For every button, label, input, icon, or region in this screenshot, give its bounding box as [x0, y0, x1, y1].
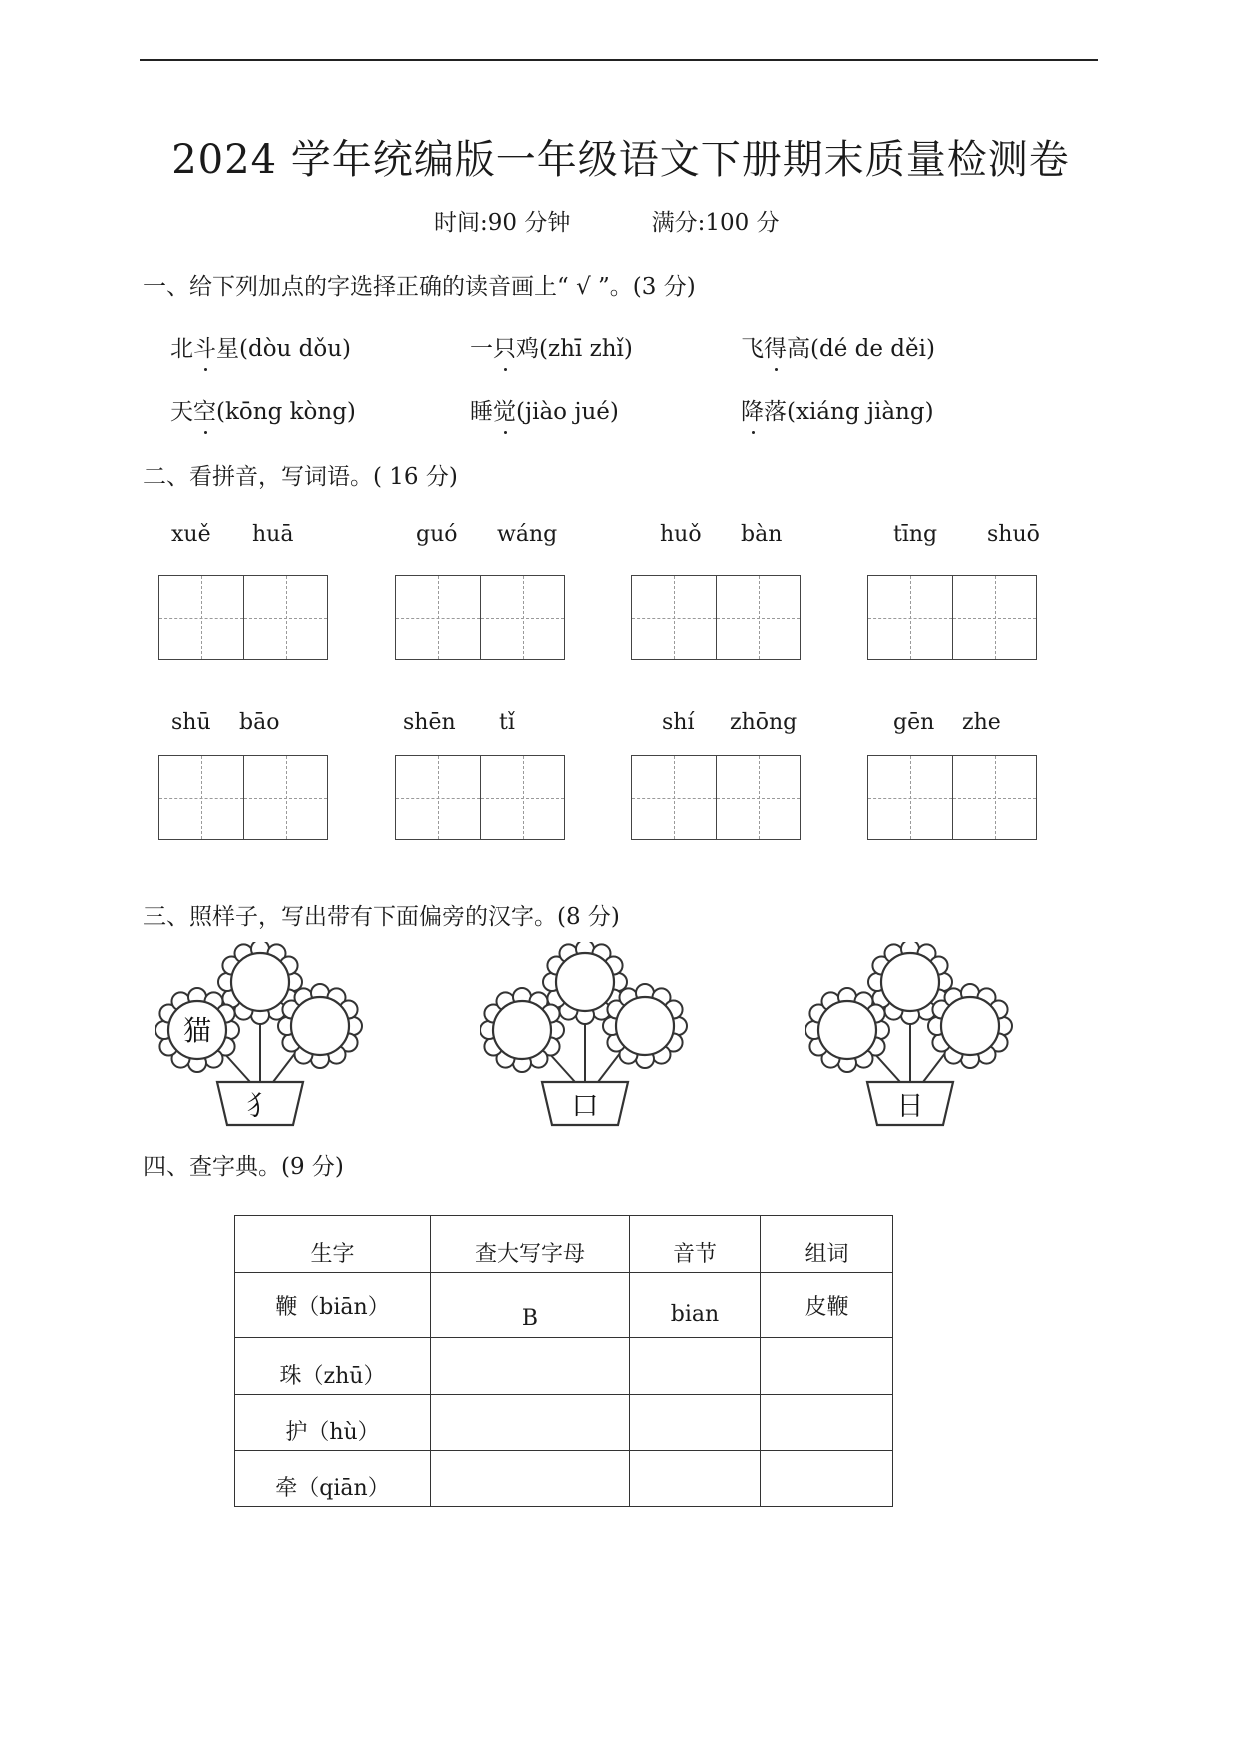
pinyin-label: tīng — [893, 522, 938, 547]
column-header: 查大写字母 — [431, 1216, 630, 1273]
column-header: 音节 — [630, 1216, 761, 1273]
word-cell[interactable]: 皮鞭 — [761, 1273, 893, 1338]
pinyin-label: shū — [171, 710, 211, 735]
flower-pot — [542, 1082, 628, 1125]
pinyin-options: (zhī zhǐ) — [539, 336, 633, 362]
table-row — [235, 1395, 893, 1451]
pron-item-1[interactable]: 北斗星(dòu dǒu) — [170, 330, 351, 363]
pinyin-options: (kōng kòng) — [216, 399, 356, 425]
top-rule — [140, 59, 1098, 61]
table-row — [235, 1451, 893, 1507]
char-cell: 护（hù） — [235, 1395, 431, 1451]
pinyin-label: wáng — [497, 522, 558, 547]
pinyin-label: shēn — [403, 710, 456, 735]
pron-item-4[interactable]: 天空(kōng kòng) — [170, 393, 356, 426]
pinyin-label: zhōng — [730, 710, 798, 735]
word-cell[interactable] — [761, 1395, 893, 1451]
char-cell: 牵（qiān） — [235, 1451, 431, 1507]
char-cell: 鞭（biān） — [235, 1273, 431, 1338]
flower-pot-illustration — [480, 942, 700, 1132]
syllable-cell[interactable] — [630, 1395, 761, 1451]
radical-label: 口 — [571, 1091, 599, 1122]
pinyin-label: huā — [252, 522, 294, 547]
dotted-char: 觉 — [493, 393, 516, 426]
example-char: 猫 — [182, 1014, 212, 1047]
pinyin-label: shí — [662, 710, 695, 735]
dotted-char: 降 — [741, 393, 764, 426]
pinyin-options: (xiáng jiàng) — [787, 399, 934, 425]
letter-cell[interactable]: B — [431, 1273, 630, 1338]
pinyin-label: zhe — [962, 710, 1001, 735]
char-cell: 珠（zhū） — [235, 1338, 431, 1395]
letter-cell[interactable] — [431, 1338, 630, 1395]
syllable-cell[interactable]: bian — [630, 1273, 761, 1338]
dotted-char: 斗 — [193, 330, 216, 363]
syllable-cell[interactable] — [630, 1338, 761, 1395]
syllable-cell[interactable] — [630, 1451, 761, 1507]
tianzige-box[interactable] — [867, 755, 1037, 840]
pinyin-options: (dé de děi) — [810, 336, 935, 362]
flower-pot — [867, 1082, 953, 1125]
dotted-char: 空 — [193, 393, 216, 426]
word-cell[interactable] — [761, 1338, 893, 1395]
pinyin-label: guó — [416, 522, 458, 547]
pron-item-5[interactable]: 睡觉(jiào jué) — [470, 393, 619, 426]
section3-heading: 三、照样子，写出带有下面偏旁的汉字。(8 分) — [143, 904, 620, 930]
pinyin-label: bāo — [239, 710, 280, 735]
tianzige-box[interactable] — [631, 755, 801, 840]
flower-pot-illustration — [155, 942, 375, 1132]
letter-cell[interactable] — [431, 1451, 630, 1507]
exam-info — [434, 204, 854, 237]
tianzige-box[interactable] — [395, 755, 565, 840]
section4-heading: 四、查字典。(9 分) — [143, 1154, 344, 1180]
radical-label: 犭 — [246, 1091, 274, 1122]
tianzige-box[interactable] — [158, 755, 328, 840]
pinyin-label: tǐ — [499, 710, 515, 735]
pinyin-label: gēn — [893, 710, 935, 735]
dictionary-table — [234, 1215, 893, 1507]
flower-pot-illustration — [805, 942, 1025, 1132]
tianzige-box[interactable] — [158, 575, 328, 660]
letter-cell[interactable] — [431, 1395, 630, 1451]
pron-item-6[interactable]: 降落(xiáng jiàng) — [741, 393, 934, 426]
column-header: 组词 — [761, 1216, 893, 1273]
tianzige-box[interactable] — [867, 575, 1037, 660]
time-limit: 时间:90 分钟 — [434, 210, 571, 236]
pron-item-3[interactable]: 飞得高(dé de děi) — [741, 330, 935, 363]
section2-heading: 二、看拼音，写词语。( 16 分) — [143, 464, 458, 490]
page-title: 2024 学年统编版一年级语文下册期末质量检测卷 — [171, 137, 1070, 183]
section1-heading: 一、给下列加点的字选择正确的读音画上“ √ ”。(3 分) — [143, 274, 696, 300]
pinyin-label: shuō — [987, 522, 1040, 547]
column-header: 生字 — [235, 1216, 431, 1273]
tianzige-box[interactable] — [631, 575, 801, 660]
radical-label: 日 — [896, 1091, 924, 1122]
pinyin-label: bàn — [741, 522, 783, 547]
pinyin-label: huǒ — [660, 522, 702, 547]
table-row — [235, 1273, 893, 1338]
dotted-char: 只 — [493, 330, 516, 363]
pinyin-options: (dòu dǒu) — [239, 336, 352, 362]
pron-item-2[interactable]: 一只鸡(zhī zhǐ) — [470, 330, 633, 363]
word-cell[interactable] — [761, 1451, 893, 1507]
table-header-row — [235, 1216, 893, 1273]
full-score: 满分:100 分 — [651, 210, 780, 236]
flower-pot — [217, 1082, 303, 1125]
table-row — [235, 1338, 893, 1395]
dotted-char: 得 — [764, 330, 787, 363]
tianzige-box[interactable] — [395, 575, 565, 660]
pinyin-options: (jiào jué) — [516, 399, 619, 425]
pinyin-label: xuě — [171, 522, 211, 547]
